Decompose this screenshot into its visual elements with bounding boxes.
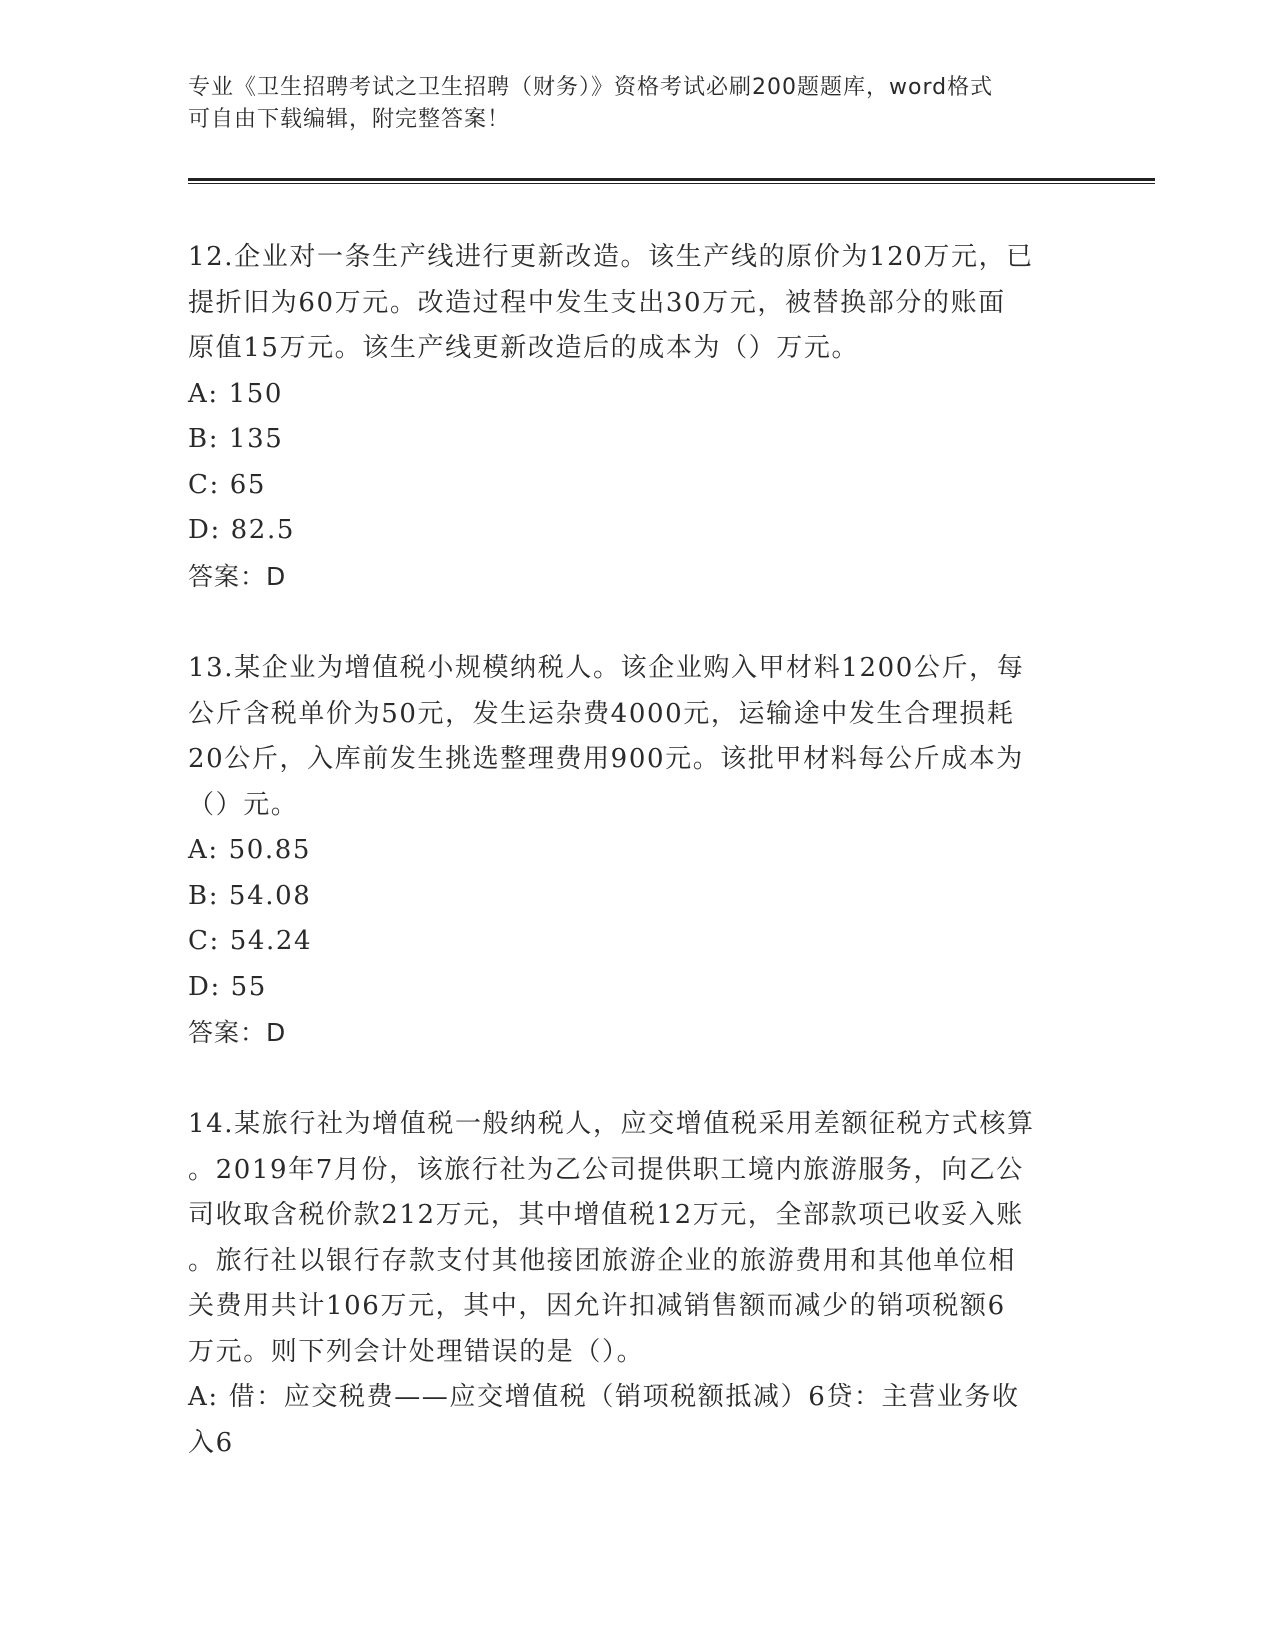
option-a: A: 50.85 [188, 835, 312, 865]
question-stem-line: 关费用共计106万元，其中，因允许扣减销售额而减少的销项税额6 [188, 1291, 1006, 1321]
header-title-line-1: 专业《卫生招聘考试之卫生招聘（财务）》资格考试必刷200题题库，word格式 [188, 75, 994, 100]
option-a: A: 150 [188, 378, 284, 409]
answer-line: 答案：D [188, 561, 287, 591]
question-stem-line: 20公斤，入库前发生挑选整理费用900元。该批甲材料每公斤成本为 [188, 744, 1024, 774]
option-b: B: 135 [188, 424, 284, 454]
header-rule-thick [188, 178, 1155, 181]
question-stem-line: 。2019年7月份，该旅行社为乙公司提供职工境内旅游服务，向乙公 [188, 1154, 1024, 1185]
question-stem-line: 14.某旅行社为增值税一般纳税人，应交增值税采用差额征税方式核算 [188, 1109, 1035, 1139]
question-14 [188, 1102, 1078, 1466]
option-d: D: 82.5 [188, 515, 295, 545]
header-title-line-2: 可自由下载编辑，附完整答案！ [188, 107, 511, 132]
option-a-continued: 入6 [188, 1427, 234, 1458]
option-c: C: 54.24 [188, 926, 313, 956]
question-stem-line: 万元。则下列会计处理错误的是（）。 [188, 1336, 645, 1367]
question-stem-line: 公斤含税单价为50元，发生运杂费4000元，运输途中发生合理损耗 [188, 698, 1015, 729]
question-stem-line: 提折旧为60万元。改造过程中发生支出30万元，被替换部分的账面 [188, 287, 1006, 318]
question-stem-line: 原值15万元。该生产线更新改造后的成本为（）万元。 [188, 333, 860, 363]
question-stem-line: 12.企业对一条生产线进行更新改造。该生产线的原价为120万元，已 [188, 242, 1034, 272]
option-d: D: 55 [188, 971, 267, 1002]
option-b: B: 54.08 [188, 880, 312, 911]
header-rule-thin [188, 183, 1155, 184]
question-stem-line: （）元。 [188, 789, 299, 820]
question-13 [188, 646, 1078, 1056]
question-stem-line: 13.某企业为增值税小规模纳税人。该企业购入甲材料1200公斤，每 [188, 653, 1025, 683]
question-12 [188, 235, 1078, 599]
document-header [188, 72, 1068, 136]
answer-line: 答案：D [188, 1018, 287, 1047]
question-stem-line: 。旅行社以银行存款支付其他接团旅游企业的旅游费用和其他单位相 [188, 1245, 1017, 1276]
question-stem-line: 司收取含税价款212万元，其中增值税12万元，全部款项已收妥入账 [188, 1200, 1024, 1230]
option-c: C: 65 [188, 469, 267, 500]
option-a: A: 借：应交税费——应交增值税（销项税额抵减）6贷：主营业务收 [188, 1382, 1020, 1412]
